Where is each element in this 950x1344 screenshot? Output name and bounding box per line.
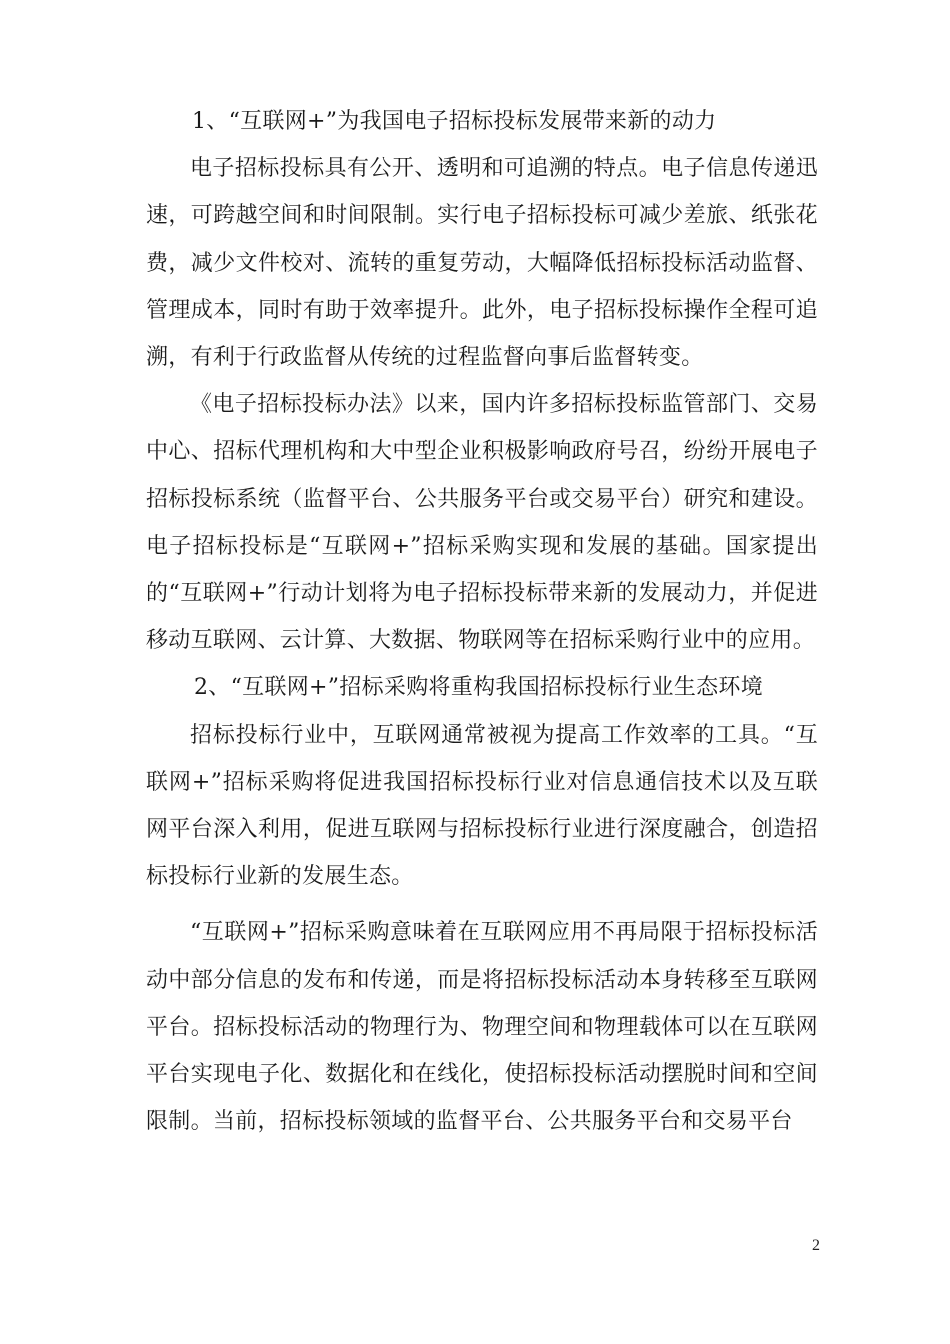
document-body <box>146 98 818 1145</box>
paragraph-2: 《电子招标投标办法》以来，国内许多招标投标监管部门、交易中心、招标代理机构和大中型企业积极影响政府号召，纷纷开展电子招标投标系统（监督平台、公共服务平台或交易平台）研究和建设。电子招标投标是“互联网+”招标采购实现和发展的基础。国家提出的“互联网+”行动计划将为电子招标投标带来新的发展动力，并促进移动互联网、云计算、大数据、物联网等在招标采购行业中的应用。 <box>146 392 818 654</box>
section-heading-2: 2、“互联网+”招标采购将重构我国招标投标行业生态环境 <box>194 675 764 701</box>
paragraph-1: 电子招标投标具有公开、透明和可追溯的特点。电子信息传递迅速，可跨越空间和时间限制。实行电子招标投标可减少差旅、纸张花费，减少文件校对、流转的重复劳动，大幅降低招标投标活动监督、管理成本，同时有助于效率提升。此外，电子招标投标操作全程可追溯，有利于行政监督从传统的过程监督向事后监督转变。 <box>146 156 818 371</box>
paragraph-4: “互联网+”招标采购意味着在互联网应用不再局限于招标投标活动中部分信息的发布和传递，而是将招标投标活动本身转移至互联网平台。招标投标活动的物理行为、物理空间和物理载体可以在互联网平台实现电子化、数据化和在线化，使招标投标活动摆脱时间和空间限制。当前，招标投标领域的监督平台、公共服务平台和交易平台 <box>146 920 818 1135</box>
paragraph-3: 招标投标行业中，互联网通常被视为提高工作效率的工具。“互联网+”招标采购将促进我国招标投标行业对信息通信技术以及互联网平台深入利用，促进互联网与招标投标行业进行深度融合，创造招标投标行业新的发展生态。 <box>146 722 818 890</box>
page-number: 2 <box>812 1237 820 1254</box>
section-heading-1: 1、“互联网+”为我国电子招标投标发展带来新的动力 <box>192 109 717 134</box>
